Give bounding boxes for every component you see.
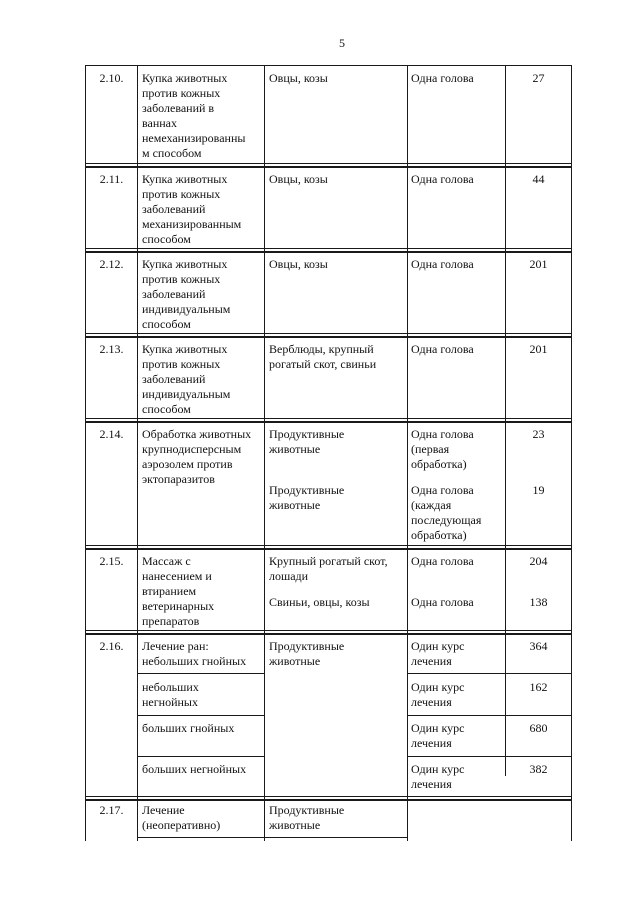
animal-type: Свиньи, овцы, козы [269,595,370,609]
price-value: 201 [529,342,548,356]
price-value: 204 [529,554,548,568]
price-value: 364 [529,639,548,653]
service-name: Купка животных против кожных заболеваний механизированным способом [142,172,242,246]
animal-type: Овцы, козы [269,172,328,186]
row-number: 2.14. [99,427,124,441]
row-number: 2.16. [99,639,124,653]
subrow-divider [137,715,265,716]
unit: Один курс лечения [411,762,465,791]
unit: Одна голова [411,342,474,356]
price-value: 44 [532,172,545,186]
row-divider [85,548,572,550]
price-value: 19 [532,483,545,497]
animal-type: Продуктивные животные [269,803,345,832]
unit: Одна голова [411,172,474,186]
price-value: 138 [529,595,548,609]
row-divider [85,633,572,635]
row-divider [85,421,572,423]
unit: Одна голова (первая обработка) [411,427,474,471]
price-value: 201 [529,257,548,271]
row-divider [85,336,572,338]
service-name: больших гнойных [142,721,235,735]
row-divider [85,333,572,334]
row-number: 2.10. [99,71,124,85]
row-divider [85,630,572,631]
row-divider-partial [137,837,408,838]
row-number: 2.15. [99,554,124,568]
service-name: Купка животных против кожных заболеваний в ваннах немеханизированны м способом [142,71,246,160]
animal-type: Продуктивные животные [269,483,345,512]
service-name: Лечение ран: небольших гнойных [142,639,247,668]
unit: Один курс лечения [411,639,465,668]
animal-type: Овцы, козы [269,257,328,271]
column-divider [407,65,408,841]
row-number: 2.12. [99,257,124,271]
row-divider [85,418,572,419]
row-divider [85,166,572,168]
subrow-divider [137,756,265,757]
tariff-table [85,65,572,841]
animal-type: Продуктивные животные [269,639,345,668]
price-value: 680 [529,721,548,735]
row-divider [85,251,572,253]
unit: Одна голова [411,595,474,609]
row-divider [85,163,572,164]
service-name: Купка животных против кожных заболеваний индивидуальным способом [142,257,231,331]
price-value: 162 [529,680,548,694]
animal-type: Продуктивные животные [269,427,345,456]
row-divider [85,545,572,546]
subrow-divider [407,756,572,757]
row-divider [85,799,572,801]
unit: Одна голова (каждая последующая обработка) [411,483,482,542]
service-name: небольших негнойных [142,680,199,709]
row-number: 2.11. [99,172,124,186]
animal-type: Крупный рогатый скот, лошади [269,554,388,583]
price-value: 27 [532,71,545,85]
unit: Одна голова [411,554,474,568]
subrow-divider [407,715,572,716]
page-number: 5 [339,36,345,50]
table-border-top [85,65,572,66]
animal-type: Овцы, козы [269,71,328,85]
unit: Один курс лечения [411,680,465,709]
service-name: Купка животных против кожных заболеваний индивидуальным способом [142,342,231,416]
column-divider [264,65,265,841]
column-divider [137,65,138,841]
row-number: 2.13. [99,342,124,356]
unit: Один курс лечения [411,721,465,750]
price-value: 23 [532,427,545,441]
service-name: Массаж с нанесением и втиранием ветеринарных препаратов [142,554,215,628]
price-value: 382 [529,762,548,776]
service-name: Лечение (неоперативно) [142,803,221,832]
unit: Одна голова [411,257,474,271]
subrow-divider [407,673,572,674]
service-name: больших негнойных [142,762,247,776]
row-divider [85,796,572,797]
row-number: 2.17. [99,803,124,817]
row-divider [85,248,572,249]
unit: Одна голова [411,71,474,85]
animal-type: Верблюды, крупный рогатый скот, свиньи [269,342,377,371]
service-name: Обработка животных крупнодисперсным аэрозолем против эктопаразитов [142,427,252,486]
subrow-divider [137,673,265,674]
table-border-right [571,65,572,841]
